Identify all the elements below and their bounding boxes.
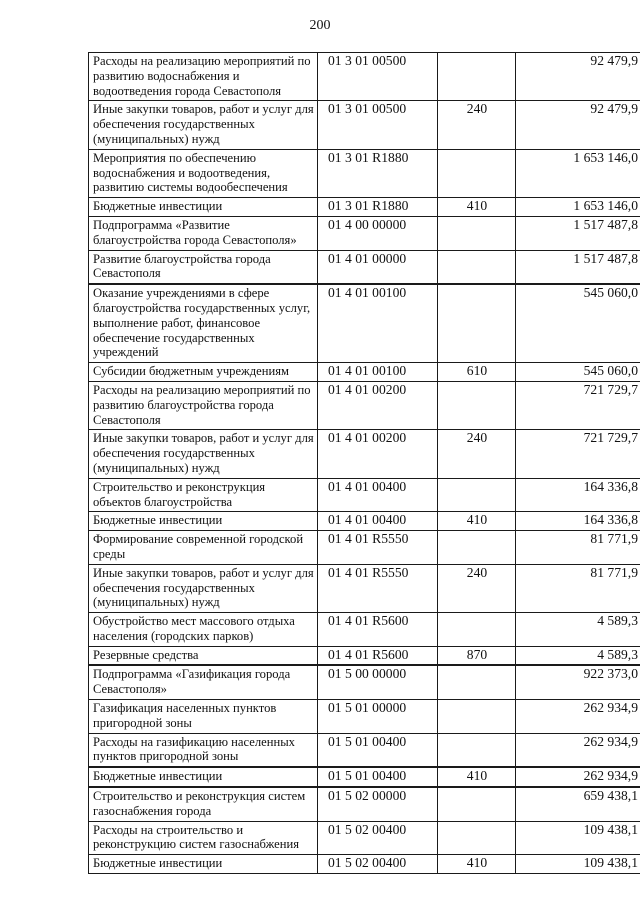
row-type-cell xyxy=(438,149,516,197)
table-row xyxy=(89,250,640,284)
row-code-cell: 01 4 01 00200 xyxy=(318,430,438,478)
row-name-cell: Обустройство мест массового отдыха населения (городских парков) xyxy=(89,613,318,647)
row-type-cell xyxy=(438,613,516,647)
row-type-cell: 410 xyxy=(438,767,516,787)
row-name-cell: Расходы на реализацию мероприятий по развитию благоустройства города Севастополя xyxy=(89,381,318,429)
row-type-cell xyxy=(438,381,516,429)
row-type-cell xyxy=(438,531,516,565)
row-code-cell: 01 3 01 R1880 xyxy=(318,198,438,217)
row-amount-cell: 262 934,9 xyxy=(516,733,640,767)
table-row xyxy=(89,149,640,197)
row-amount-cell: 4 589,3 xyxy=(516,646,640,665)
row-code-cell: 01 4 01 R5600 xyxy=(318,613,438,647)
row-type-cell xyxy=(438,216,516,250)
row-name-cell: Иные закупки товаров, работ и услуг для обеспечения государственных (муниципальных) нужд xyxy=(89,101,318,149)
table-row xyxy=(89,363,640,382)
row-name-cell: Строительство и реконструкция объектов благоустройства xyxy=(89,478,318,512)
row-code-cell: 01 4 00 00000 xyxy=(318,216,438,250)
row-code-cell: 01 5 02 00400 xyxy=(318,855,438,874)
row-name-cell: Расходы на строительство и реконструкцию систем газоснабжения xyxy=(89,821,318,855)
row-type-cell: 240 xyxy=(438,430,516,478)
row-amount-cell: 81 771,9 xyxy=(516,531,640,565)
row-type-cell xyxy=(438,821,516,855)
row-type-cell: 240 xyxy=(438,564,516,612)
row-amount-cell: 545 060,0 xyxy=(516,363,640,382)
row-name-cell: Бюджетные инвестиции xyxy=(89,512,318,531)
row-amount-cell: 92 479,9 xyxy=(516,101,640,149)
row-code-cell: 01 4 01 00100 xyxy=(318,363,438,382)
table-row xyxy=(89,101,640,149)
row-type-cell xyxy=(438,284,516,362)
table-row xyxy=(89,613,640,647)
row-name-cell: Подпрограмма «Развитие благоустройства города Севастополя» xyxy=(89,216,318,250)
row-code-cell: 01 5 02 00000 xyxy=(318,787,438,821)
row-code-cell: 01 4 01 R5550 xyxy=(318,531,438,565)
row-amount-cell: 721 729,7 xyxy=(516,430,640,478)
row-amount-cell: 721 729,7 xyxy=(516,381,640,429)
row-code-cell: 01 3 01 00500 xyxy=(318,53,438,101)
row-type-cell xyxy=(438,665,516,699)
row-amount-cell: 164 336,8 xyxy=(516,478,640,512)
table-row xyxy=(89,787,640,821)
row-amount-cell: 1 517 487,8 xyxy=(516,250,640,284)
row-name-cell: Мероприятия по обеспечению водоснабжения и водоотведения, развитию системы водообеспечения xyxy=(89,149,318,197)
budget-table-body xyxy=(89,53,640,874)
row-type-cell: 410 xyxy=(438,512,516,531)
row-amount-cell: 81 771,9 xyxy=(516,564,640,612)
row-amount-cell: 109 438,1 xyxy=(516,855,640,874)
row-amount-cell: 262 934,9 xyxy=(516,767,640,787)
row-code-cell: 01 4 01 00400 xyxy=(318,478,438,512)
row-amount-cell: 1 517 487,8 xyxy=(516,216,640,250)
table-row xyxy=(89,381,640,429)
row-name-cell: Субсидии бюджетным учреждениям xyxy=(89,363,318,382)
row-name-cell: Газификация населенных пунктов пригородной зоны xyxy=(89,700,318,734)
row-type-cell xyxy=(438,478,516,512)
table-row xyxy=(89,198,640,217)
row-name-cell: Резервные средства xyxy=(89,646,318,665)
page-number: 200 xyxy=(309,18,331,33)
table-row xyxy=(89,216,640,250)
row-type-cell: 410 xyxy=(438,198,516,217)
table-row xyxy=(89,430,640,478)
row-type-cell: 410 xyxy=(438,855,516,874)
row-code-cell: 01 3 01 00500 xyxy=(318,101,438,149)
row-amount-cell: 4 589,3 xyxy=(516,613,640,647)
table-row xyxy=(89,646,640,665)
row-amount-cell: 922 373,0 xyxy=(516,665,640,699)
row-type-cell: 870 xyxy=(438,646,516,665)
row-code-cell: 01 4 01 00100 xyxy=(318,284,438,362)
row-code-cell: 01 5 00 00000 xyxy=(318,665,438,699)
row-name-cell: Расходы на реализацию мероприятий по развитию водоснабжения и водоотведения города Севастополя xyxy=(89,53,318,101)
row-type-cell xyxy=(438,787,516,821)
row-code-cell: 01 3 01 R1880 xyxy=(318,149,438,197)
table-row xyxy=(89,733,640,767)
row-name-cell: Иные закупки товаров, работ и услуг для обеспечения государственных (муниципальных) нужд xyxy=(89,430,318,478)
row-code-cell: 01 5 01 00400 xyxy=(318,733,438,767)
row-amount-cell: 659 438,1 xyxy=(516,787,640,821)
row-name-cell: Иные закупки товаров, работ и услуг для обеспечения государственных (муниципальных) нужд xyxy=(89,564,318,612)
table-row xyxy=(89,767,640,787)
row-amount-cell: 262 934,9 xyxy=(516,700,640,734)
table-row xyxy=(89,284,640,362)
budget-table xyxy=(88,52,640,874)
table-row xyxy=(89,512,640,531)
row-code-cell: 01 5 01 00000 xyxy=(318,700,438,734)
row-type-cell: 610 xyxy=(438,363,516,382)
table-row xyxy=(89,700,640,734)
row-name-cell: Оказание учреждениями в сфере благоустройства государственных услуг, выполнение работ, финансовое обеспечение государственных учреждений xyxy=(89,284,318,362)
row-amount-cell: 545 060,0 xyxy=(516,284,640,362)
row-code-cell: 01 4 01 R5550 xyxy=(318,564,438,612)
row-name-cell: Расходы на газификацию населенных пунктов пригородной зоны xyxy=(89,733,318,767)
row-name-cell: Формирование современной городской среды xyxy=(89,531,318,565)
row-type-cell: 240 xyxy=(438,101,516,149)
row-code-cell: 01 4 01 00200 xyxy=(318,381,438,429)
row-code-cell: 01 4 01 00000 xyxy=(318,250,438,284)
row-name-cell: Подпрограмма «Газификация города Севастополя» xyxy=(89,665,318,699)
row-amount-cell: 92 479,9 xyxy=(516,53,640,101)
row-amount-cell: 1 653 146,0 xyxy=(516,198,640,217)
table-row xyxy=(89,855,640,874)
table-row xyxy=(89,665,640,699)
table-row xyxy=(89,821,640,855)
row-code-cell: 01 5 02 00400 xyxy=(318,821,438,855)
row-amount-cell: 164 336,8 xyxy=(516,512,640,531)
row-type-cell xyxy=(438,700,516,734)
row-type-cell xyxy=(438,250,516,284)
row-type-cell xyxy=(438,53,516,101)
row-type-cell xyxy=(438,733,516,767)
table-row xyxy=(89,531,640,565)
row-name-cell: Бюджетные инвестиции xyxy=(89,767,318,787)
row-name-cell: Строительство и реконструкция систем газоснабжения города xyxy=(89,787,318,821)
row-name-cell: Бюджетные инвестиции xyxy=(89,855,318,874)
table-row xyxy=(89,478,640,512)
row-name-cell: Бюджетные инвестиции xyxy=(89,198,318,217)
row-code-cell: 01 4 01 00400 xyxy=(318,512,438,531)
row-amount-cell: 1 653 146,0 xyxy=(516,149,640,197)
row-code-cell: 01 5 01 00400 xyxy=(318,767,438,787)
row-code-cell: 01 4 01 R5600 xyxy=(318,646,438,665)
table-row xyxy=(89,564,640,612)
row-amount-cell: 109 438,1 xyxy=(516,821,640,855)
table-row xyxy=(89,53,640,101)
row-name-cell: Развитие благоустройства города Севастополя xyxy=(89,250,318,284)
